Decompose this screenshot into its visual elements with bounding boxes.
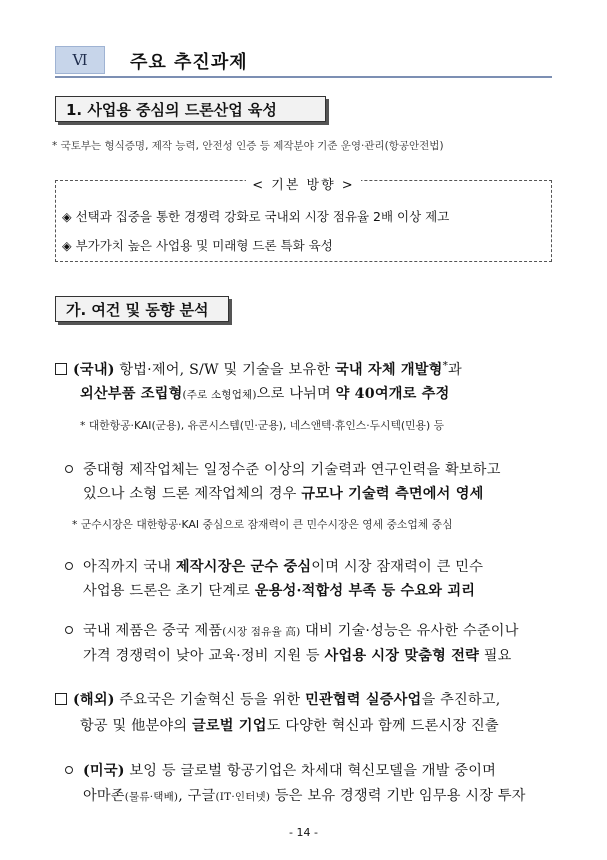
paragraph-market-cont: 사업용 드론은 초기 단계로 운용성·적합성 부족 등 수요와 괴리: [83, 583, 476, 599]
footnote-companies: * 대한항공·KAI(군용), 유콘시스템(민·군용), 네스앤텍·휴인스·두시텍(민용) 등: [80, 419, 445, 432]
paragraph-market: 아직까지 국내 제작시장은 군수 중심이며 시장 잠재력이 큰 민수: [65, 556, 483, 576]
paragraph-domestic: (국내) 항법·제어, S/W 및 기술을 보유한 국내 자체 개발형*과: [55, 359, 462, 379]
footnote-military-market: * 군수시장은 대한항공·KAI 중심으로 잠재력이 큰 민수시장은 영세 중소업체 중심: [72, 518, 453, 531]
paragraph-domestic-cont: 외산부품 조립형(주로 소형업체)으로 나뉘며 약 40여개로 추정: [80, 386, 450, 402]
paragraph-manufacturers: 중대형 제작업체는 일정수준 이상의 기술력과 연구인력을 확보하고: [65, 459, 501, 479]
checkbox-bullet-icon: [55, 693, 67, 705]
circle-bullet-icon: [65, 562, 73, 570]
section-number-box: [55, 46, 105, 74]
heading-drone-industry: 1. 사업용 중심의 드론산업 육성: [55, 96, 326, 122]
basic-direction-title: < 기본 방향 >: [0, 174, 607, 193]
paragraph-manufacturers-cont: 있으나 소형 드론 제작업체의 경우 규모나 기술력 측면에서 영세: [83, 486, 484, 502]
basic-direction-item: ◈ 부가가치 높은 사업용 및 미래형 드론 특화 육성: [62, 238, 333, 253]
paragraph-competitiveness: 국내 제품은 중국 제품(시장 점유율 高) 대비 기술·성능은 유사한 수준이나: [65, 620, 519, 640]
circle-bullet-icon: [65, 626, 73, 634]
section-divider: [55, 76, 552, 78]
circle-bullet-icon: [65, 465, 73, 473]
paragraph-usa: (미국) 보잉 등 글로벌 항공기업은 차세대 혁신모델을 개발 중이며: [65, 760, 496, 780]
paragraph-overseas: (해외) 주요국은 기술혁신 등을 위한 민관협력 실증사업을 추진하고,: [55, 689, 500, 709]
heading-conditions-trends: 가. 여건 및 동향 분석: [55, 296, 229, 322]
paragraph-competitiveness-cont: 가격 경쟁력이 낮아 교육·정비 지원 등 사업용 시장 맞춤형 전략 필요: [83, 648, 512, 664]
section-title: 주요 추진과제: [130, 52, 248, 73]
basic-direction-item: ◈ 선택과 집중을 통한 경쟁력 강화로 국내외 시장 점유율 2배 이상 제고: [62, 209, 450, 224]
paragraph-usa-cont: 아마존(물류·택배), 구글(IT·인터넷) 등은 보유 경쟁력 기반 임무용 시장 투자: [83, 788, 526, 804]
footnote-molit: * 국토부는 형식증명, 제작 능력, 안전성 인증 등 제작분야 기준 운영·관리(항공안전법): [52, 140, 444, 152]
paragraph-overseas-cont: 항공 및 他분야의 글로벌 기업도 다양한 혁신과 함께 드론시장 진출: [80, 718, 499, 734]
section-number: Ⅵ: [72, 51, 88, 69]
circle-bullet-icon: [65, 766, 73, 774]
page-number: - 14 -: [289, 826, 318, 839]
checkbox-bullet-icon: [55, 363, 67, 375]
